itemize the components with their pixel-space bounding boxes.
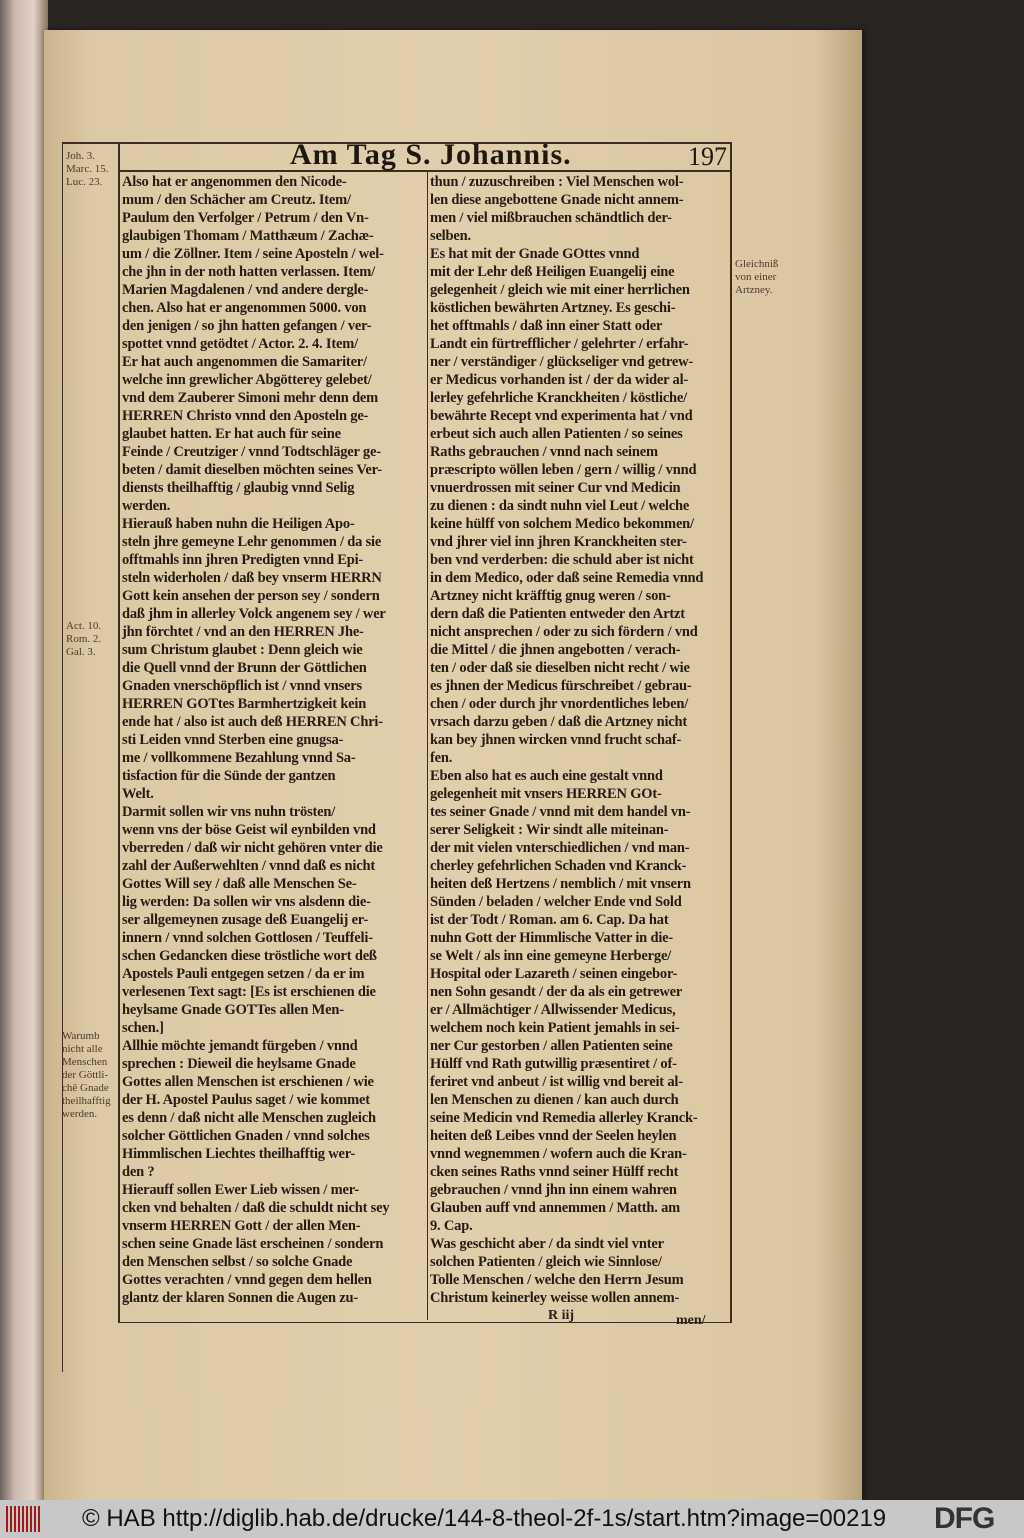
text-line: bewährte Recept vnd experimenta hat / vnd [430,408,693,424]
margin-note-line: nicht alle [62,1043,103,1055]
text-line: spottet vnnd getödtet / Actor. 2. 4. Item/ [122,336,358,352]
text-line: steln jhre gemeyne Lehr genommen / da sie [122,534,382,550]
text-line: steln widerholen / daß bey vnserm HERRN [122,570,382,586]
text-line: HERREN Christo vnnd den Aposteln ge- [122,408,369,424]
text-left-rule [118,142,120,1322]
text-line: der mit vielen vnterschiedlichen / vnd man- [430,840,690,856]
text-line: schen seine Gnade läst erscheinen / sondern [122,1236,384,1252]
text-line: köstlichen bewährten Artzney. Es geschi- [430,300,676,316]
margin-note-line: Act. 10. [66,620,102,632]
text-line: præscripto wöllen leben / gern / willig / vnnd [430,462,697,478]
text-line: Darmit sollen wir vns nuhn trösten/ [122,804,336,820]
text-line: glantz der klaren Sonnen die Augen zu- [122,1290,358,1306]
text-line: sum Christum glaubet : Denn gleich wie [122,642,363,658]
text-line: jhn förchtet / vnd an den HERREN Jhe- [122,624,364,640]
text-line: cken seines Raths vnnd seiner Hülff recht [430,1164,679,1180]
text-line: zahl der Außerwehlten / vnnd daß es nicht [122,858,375,874]
text-line: Hierauff sollen Ewer Lieb wissen / mer- [122,1182,360,1198]
margin-note-line: der Göttli- [62,1069,109,1081]
text-line: gelegenheit / gleich wie mit einer herrlichen [430,282,690,298]
text-line: Christum keinerley weisse wollen annem- [430,1290,680,1306]
text-line: dern daß die Patienten entweder den Artzt [430,606,685,622]
text-line: den Menschen selbst / so solche Gnade [122,1254,353,1270]
text-line: Also hat er angenommen den Nicode- [122,174,347,190]
text-line: ner / verständiger / glückseliger vnd getrew- [430,354,693,370]
text-line: Gott kein ansehen der person sey / sondern [122,588,380,604]
left-text-column [122,173,427,1307]
text-line: Sünden / beladen / welcher Ende vnd Sold [430,894,682,910]
text-line: solchen Patienten / gleich wie Sinnlose/ [430,1254,662,1270]
text-line: men / viel mißbrauchen schändtlich der- [430,210,672,226]
text-line: vnd jhrer viel inn jhren Kranckheiten ster- [430,534,687,550]
margin-note-line: von einer [735,271,777,283]
text-line: offtmahls inn jhren Predigten vnnd Epi- [122,552,364,568]
margin-note-line: Gleichniß [735,258,779,270]
text-line: ben vnd verderben: die schuld aber ist nicht [430,552,694,568]
text-line: er Medicus vorhanden ist / der da wider al- [430,372,689,388]
text-line: Was geschicht aber / da sindt viel vnter [430,1236,664,1252]
text-line: es jhnen der Medicus fürschreibet / gebrau- [430,678,692,694]
text-line: schen Gedancken diese tröstliche wort deß [122,948,377,964]
text-line: ser allgemeynen zusage deß Euangelij er- [122,912,369,928]
text-line: diensts theilhafftig / glaubig vnnd Selig [122,480,355,496]
hab-logo-icon [6,1506,42,1532]
text-line: ten / oder daß sie dieselben nicht recht / wie [430,660,690,676]
text-line: den jenigen / so jhn hatten gefangen / ver- [122,318,372,334]
text-line: feriret vnd anbeut / ist willig vnd bereit al- [430,1074,683,1090]
text-line: welche inn grewlicher Abgötterey gelebet/ [122,372,372,388]
text-line: sprechen : Dieweil die heylsame Gnade [122,1056,356,1072]
text-line: Gnaden vnerschöpflich ist / vnnd vnsers [122,678,362,694]
text-line: Gottes verachten / vnnd gegen dem hellen [122,1272,372,1288]
text-line: Raths gebrauchen / vnnd nach seinem [430,444,658,460]
signature-mark: R iij [548,1308,575,1323]
running-head: Am Tag S. Johannis. [290,138,572,171]
margin-note-references [66,150,108,189]
text-line: serer Seligkeit : Wir sindt alle miteinan- [430,822,669,838]
column-divider [427,170,428,1320]
text-line: het offtmahls / daß inn einer Statt oder [430,318,663,334]
text-line: lig werden: Da sollen wir vns alsdenn die- [122,894,371,910]
text-line: keine hülff von solchem Medico bekommen/ [430,516,694,532]
text-line: heiten deß Leibes vnnd der Seelen heylen [430,1128,677,1144]
text-line: wenn vns der böse Geist wil eynbilden vnd [122,822,376,838]
text-line: vnnd wegnemmen / wofern auch die Kran- [430,1146,687,1162]
text-line: Eben also hat es auch eine gestalt vnnd [430,768,663,784]
margin-note-line: Joh. 3. [66,150,96,162]
text-line: tes seiner Gnade / vnnd mit dem handel vn- [430,804,691,820]
text-line: seine Medicin vnd Remedia allerley Kranck- [430,1110,698,1126]
text-line: Gottes Will sey / daß alle Menschen Se- [122,876,357,892]
margin-note-line: Warumb [62,1030,100,1042]
text-line: beten / damit dieselben möchten seines Ver- [122,462,382,478]
text-line: Artzney nicht kräfftig gnug weren / son- [430,588,671,604]
margin-note-gloss [735,258,778,297]
text-line: cherley gefehrlichen Schaden vnd Kranck- [430,858,687,874]
text-line: Hülff vnd Rath gutwillig præsentiret / of- [430,1056,677,1072]
text-line: sti Leiden vnnd Sterben eine gnugsa- [122,732,344,748]
text-line: um / die Zöllner. Item / seine Aposteln / wel- [122,246,384,262]
text-line: kan bey jhnen wircken vnnd frucht schaf- [430,732,682,748]
margin-note-line: werden. [62,1108,98,1120]
text-line: vnserm HERREN Gott / der allen Men- [122,1218,361,1234]
margin-note-line: chē Gnade [62,1082,109,1094]
text-line: welchem noch kein Patient jemahls in sei- [430,1020,680,1036]
text-line: Tolle Menschen / welche den Herrn Jesum [430,1272,684,1288]
margin-note-line: Marc. 15. [66,163,109,175]
margin-note-references [66,620,101,659]
text-line: er / Allmächtiger / Allwissender Medicus, [430,1002,676,1018]
page-number: 197 [688,142,727,171]
margin-note-line: Rom. 2. [66,633,102,645]
text-line: die Quell vnnd der Brunn der Göttlichen [122,660,367,676]
text-line: Es hat mit der Gnade GOttes vnnd [430,246,640,262]
margin-note-line: Menschen [62,1056,108,1068]
text-line: chen / oder durch jhr vnordentliches leben/ [430,696,689,712]
text-line: chen. Also hat er angenommen 5000. von [122,300,367,316]
text-line: len diese angebottene Gnade nicht annem- [430,192,684,208]
margin-note-gloss [62,1030,111,1121]
text-line: vnd dem Zauberer Simoni mehr denn dem [122,390,379,406]
text-line: HERREN GOTtes Barmhertzigkeit kein [122,696,367,712]
text-line: nuhn Gott der Himmlische Vatter in die- [430,930,674,946]
text-line: heylsame Gnade GOTTes allen Men- [122,1002,344,1018]
text-line: mit der Lehr deß Heiligen Euangelij eine [430,264,675,280]
text-line: me / vollkommene Bezahlung vnnd Sa- [122,750,356,766]
text-line: innern / vnnd solchen Gottlosen / Teuffeli- [122,930,373,946]
text-line: len Menschen zu dienen / kan auch durch [430,1092,679,1108]
text-line: den ? [122,1164,155,1180]
text-line: die Mittel / die jhnen angebotten / verach- [430,642,681,658]
text-line: vberreden / daß wir nicht gehören vnter die [122,840,383,856]
text-line: Welt. [122,786,154,802]
text-line: solcher Göttlichen Gnaden / vnnd solches [122,1128,370,1144]
text-line: daß jhm in allerley Volck angenem sey / wer [122,606,386,622]
text-line: erbeut sich auch allen Patienten / so seines [430,426,683,442]
text-line: Er hat auch angenommen die Samariter/ [122,354,367,370]
text-line: vrsach darzu geben / daß die Artzney nicht [430,714,688,730]
text-line: tisfaction für die Sünde der gantzen [122,768,336,784]
outer-left-rule [62,142,63,1372]
text-line: Allhie möchte jemandt fürgeben / vnnd [122,1038,358,1054]
text-line: Feinde / Creutziger / vnnd Todtschläger ge- [122,444,381,460]
text-line: schen.] [122,1020,164,1036]
text-line: 9. Cap. [430,1218,473,1234]
text-line: es denn / daß nicht alle Menschen zugleich [122,1110,376,1126]
text-line: lerley gefehrliche Kranckheiten / köstliche/ [430,390,687,406]
text-line: Gottes allen Menschen ist erschienen / wie [122,1074,374,1090]
margin-note-line: theilhafftig [62,1095,111,1107]
text-line: ende hat / also ist auch deß HERREN Chri- [122,714,383,730]
text-line: cken vnd behalten / daß die schuldt nicht sey [122,1200,390,1216]
dfg-logo: DFG [934,1502,995,1535]
source-link[interactable]: © HAB http://diglib.hab.de/drucke/144-8-theol-2f-1s/start.htm?image=00219 [82,1505,887,1532]
text-line: der H. Apostel Paulus saget / wie kommet [122,1092,370,1108]
text-line: gelegenheit mit vnsers HERREN GOt- [430,786,662,802]
margin-note-line: Gal. 3. [66,646,96,658]
text-line: Marien Magdalenen / vnd andere dergle- [122,282,369,298]
footer-bar [0,1500,1024,1538]
text-line: thun / zuzuschreiben : Viel Menschen wol- [430,174,684,190]
text-line: glaubigen Thomam / Matthæum / Zachæ- [122,228,374,244]
text-line: Himmlischen Liechtes theilhafftig wer- [122,1146,356,1162]
text-line: Apostels Pauli entgegen setzen / da er im [122,966,365,982]
text-line: Hospital oder Lazareth / seinen eingebor- [430,966,678,982]
text-line: zu dienen : da sindt nuhn viel Leut / welche [430,498,690,514]
text-line: se Welt / als inn eine gemeyne Herberge/ [430,948,672,964]
text-line: werden. [122,498,171,514]
text-line: glaubet hatten. Er hat auch für seine [122,426,341,442]
text-line: selben. [430,228,471,244]
text-line: Hierauß haben nuhn die Heiligen Apo- [122,516,355,532]
text-line: verlesenen Text sagt: [Es ist erschienen die [122,984,376,1000]
text-line: gebrauchen / vnnd jhn inn einem wahren [430,1182,677,1198]
text-line: in dem Medico, oder daß seine Remedia vnnd [430,570,704,586]
margin-note-line: Luc. 23. [66,176,103,188]
text-line: ist der Todt / Roman. am 6. Cap. Da hat [430,912,669,928]
text-line: vnuerdrossen mit seiner Cur vnd Medicin [430,480,681,496]
text-line: nicht ansprechen / oder zu sich fördern / vnd [430,624,698,640]
text-line: heiten deß Hertzens / nemblich / mit vnsern [430,876,691,892]
text-line: Glauben auff vnd annemmen / Matth. am [430,1200,680,1216]
right-text-column [430,173,735,1307]
text-line: che jhn in der noth hatten verlassen. Item/ [122,264,375,280]
text-line: nen Sohn gesandt / der da als ein getrewer [430,984,683,1000]
text-line: Paulum den Verfolger / Petrum / den Vn- [122,210,369,226]
catchword: men/ [676,1313,706,1328]
text-line: fen. [430,750,453,766]
bottom-rule [118,1322,732,1323]
text-line: Landt ein fürtrefflicher / gelehrter / erfahr- [430,336,689,352]
margin-note-line: Artzney. [735,284,773,296]
text-line: ner Cur gestorben / allen Patienten seine [430,1038,673,1054]
text-line: mum / den Schächer am Creutz. Item/ [122,192,351,208]
adjacent-page-edge [0,0,48,1500]
